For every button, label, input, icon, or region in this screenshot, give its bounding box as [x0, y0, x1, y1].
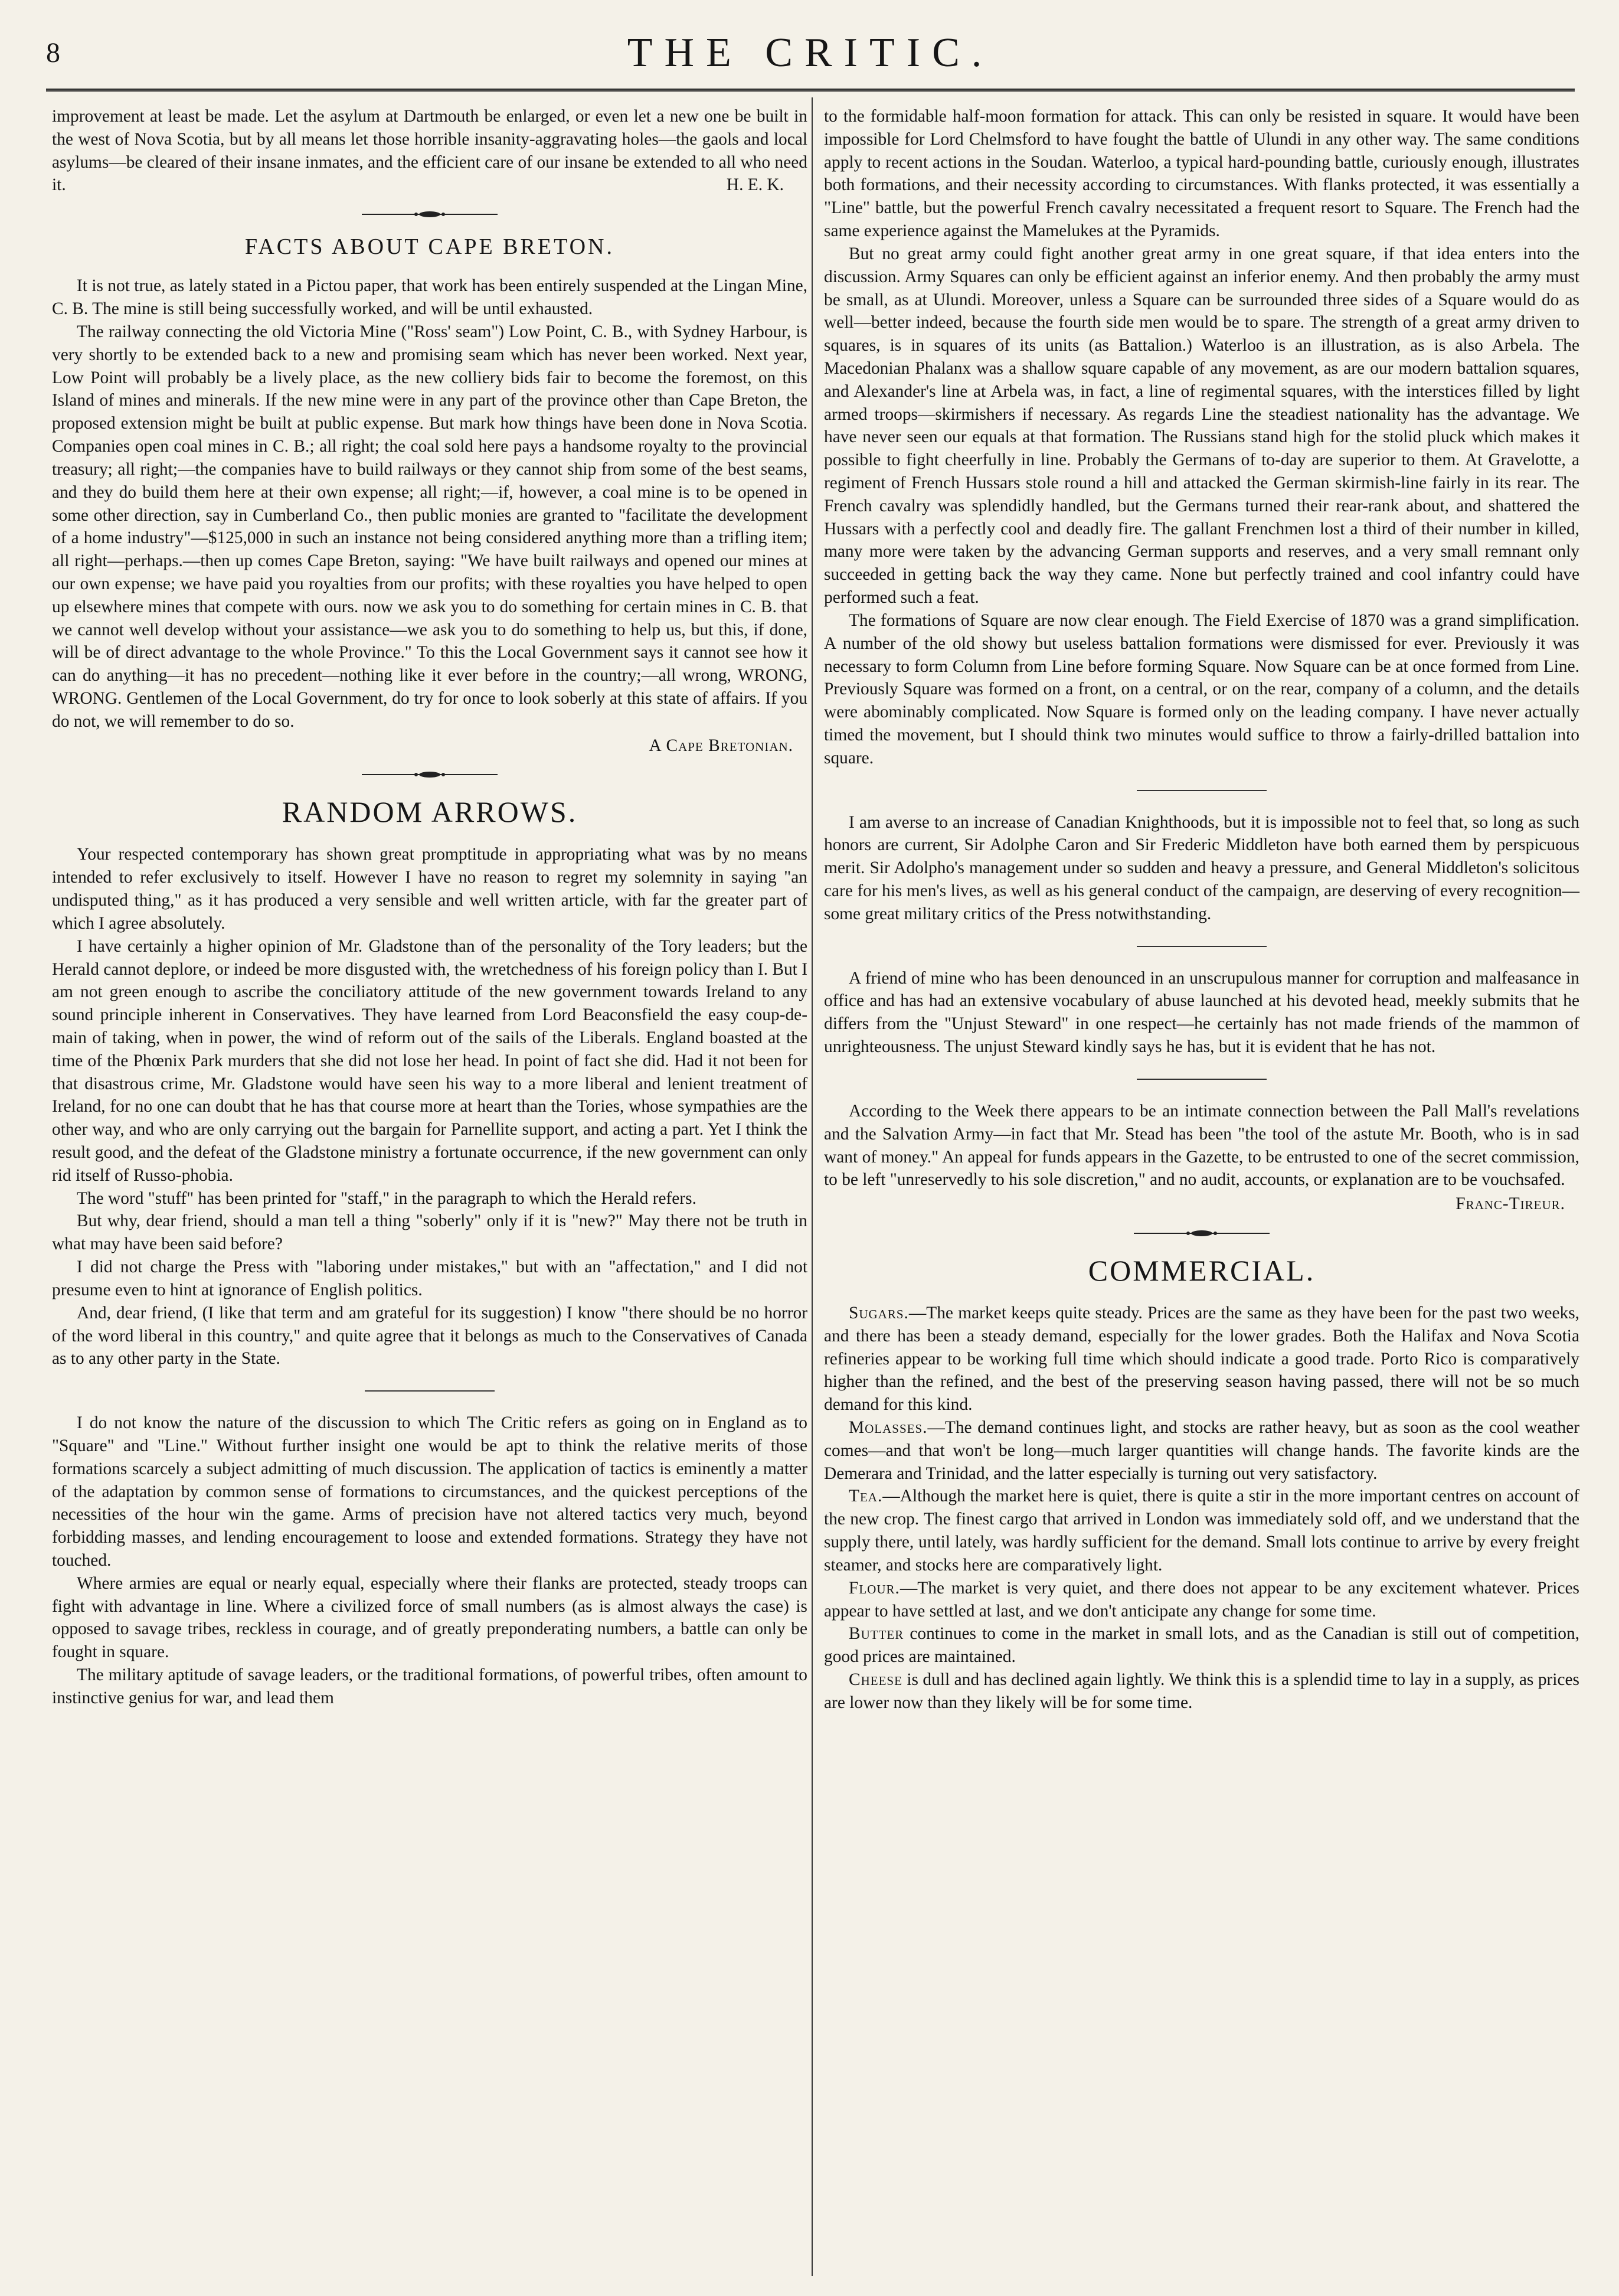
page-header — [46, 30, 1575, 89]
right-column — [824, 105, 1579, 1714]
article-signature: Franc-Tireur. — [1456, 1194, 1565, 1214]
left-column — [52, 105, 807, 1710]
article-paragraph: The railway connecting the old Victoria Mine ("Ross' seam") Low Point, C. B., with Sydney Harbour, is very shortly to be extended back to a new and promising seam which has never been worked. Next year, Low Point will probably be a lively place, as the new colliery bids fair to become the foremost, on this Island of mines and minerals. If the new mine were in any part of the province other than Cape Breton, the proposed extension might be built at public expense. But mark how things have been done in Nova Scotia. Companies open coal mines in C. B.; all right; the coal sold here pays a handsome royalty to the provincial treasury; all right;—the companies have to build railways or they cannot ship from some of the best seams, and they do build them here at their own expense; all right;—if, however, a coal mine is to be opened in some other direction, say in Cumberland Co., then public monies are granted to "facilitate the development of a home industry"—$125,000 in such an instance not being considered anything more than a trifling item; all right—perhaps.—then up comes Cape Breton, saying: "We have built railways and opened our mines at our own expense; we have paid you royalties from our profits; with these royalties you have helped to open up elsewhere mines that compete with ours. now we ask you to do something for certain mines in C. B. that we cannot well develop without your assistance—we ask you to do something to help us, but this, if done, will be of direct advantage to the whole Province." To this the Local Government says it cannot see how it can do anything—it has no precedent—nothing like it ever before in the country;—all wrong, WRONG, WRONG. Gentlemen of the Local Government, do try for once to look soberly at this state of affairs. If you do not, we will remember to do so. — [52, 322, 807, 731]
section-heading: RANDOM ARROWS. — [282, 795, 578, 829]
article-paragraph: I do not know the nature of the discussion to which The Critic refers as going on in England as to "Square" and "Line." Without further insight one would be apt to think the relative merits of those formations scarcely a subject admitting of much discussion. The application of tactics is eminently a matter of the adaptation by common sense of formations to circumstances, and the quickest perceptions of the necessities of the hour win the game. Arms of precision have not altered tactics very much, beyond forbidding masses, and lending encouragement to loose and extended formations. Strategy they have not touched. — [52, 1413, 807, 1570]
article-paragraph: It is not true, as lately stated in a Pictou paper, that work has been entirely suspended at the Lingan Mine, C. B. The mine is still being successfully worked, and will be until exhausted. — [52, 276, 807, 319]
article-paragraph: But no great army could fight another great army in one great square, if that idea enters into the discussion. Army Squares can only be efficient against an inferior enemy. And then probably the army must be small, as at Ulundi. Moreover, unless a Square can be surrounded three sides of a Square would do as well—better indeed, because the fourth side men would be to spare. The strength of a great army driven to squares, is in squares of its units (as Battalion.) Waterloo is an illustration, as is also Arbela. The Macedonian Phalanx was a shallow square capable of any movement, as are our modern battalion squares, and Alexander's line at Arbela was, in fact, a line of regimental squares, with the interstices filled by light armed troops—skirmishers if necessary. As regards Line the steadiest nationality has the advantage. We have never seen our equals at that formation. The Russians stand high for the stolid pluck which makes it possible to fight cheerfully in line. Probably the Germans of to-day are superior to them. At Gravelotte, a regiment of French Hussars stole round a hill and attacked the German skirmish-line fairly in its rear. The French cavalry was splendidly handled, but the Germans turned their rear-rank about, and shattered the Hussars with a perfectly cool and deadly fire. The gallant Frenchmen lost a third of their number in killed, many more were taken by the advancing German supports and reserves, and a very small remnant only succeeded in getting back the way they came. None but perfectly trained and cool infantry could have performed such a feat. — [824, 244, 1579, 608]
page-number: 8 — [46, 37, 60, 68]
commercial-item: Sugars.—The market keeps quite steady. Prices are the same as they have been for the past two weeks, and there has been a steady demand, especially for the lower grades. Both the Halifax and Nova Scotia refineries appear to be working full time which should indicate a good trade. Porto Rico is comparatively higher than the refined, and the best of the preserving season having passed, there will not be so much demand for this kind. — [824, 1303, 1579, 1415]
article-signature: H. E. K. — [726, 175, 784, 195]
column-divider — [812, 97, 813, 2276]
article-paragraph: But why, dear friend, should a man tell a thing "soberly" only if it is "new?" May there not be truth in what may have been said before? — [52, 1211, 807, 1254]
paragraph-separator — [1137, 1079, 1267, 1080]
paragraph-separator — [1137, 790, 1267, 791]
article-paragraph: improvement at least be made. Let the asylum at Dartmouth be enlarged, or even let a new one be built in the west of Nova Scotia, but by all means let those horrible insanity-aggravating holes—the gaols and local asylums—be cleared of their insane inmates, and the efficient care of our insane be extended to all who need it. H. E. K. — [52, 105, 807, 197]
commercial-item: Molasses.—The demand continues light, and stocks are rather heavy, but as soon as the cool weather comes—and that won't be long—much larger quantities will change hands. The favorite kinds are the Demerara and Trinidad, and the latter especially is turning out very satisfactory. — [824, 1418, 1579, 1483]
article-paragraph: The word "stuff" has been printed for "staff," in the paragraph to which the Herald refers. — [77, 1188, 696, 1208]
article-paragraph: I am averse to an increase of Canadian Knighthoods, but it is impossible not to feel that, so long as such honors are current, Sir Adolphe Caron and Sir Frederic Middleton have both earned them by perspicuous merit. Sir Adolpho's management under so sudden and heavy a pressure, and General Middleton's solicitous care for his men's lives, as well as his general conduct of the campaign, are deserving of every recognition—some great military critics of the Press notwithstanding. — [824, 812, 1579, 923]
article-paragraph: to the formidable half-moon formation for attack. This can only be resisted in square. It would have been impossible for Lord Chelmsford to have fought the battle of Ulundi in any other way. The same conditions apply to recent actions in the Soudan. Waterloo, a typical hard-pounding battle, curiously enough, illustrates both formations, and their necessity according to circumstances. With flanks protected, it was essentially a "Line" battle, but the powerful French cavalry necessitated a frequent resort to Square. The French had the same experience against the Mamelukes at the Pyramids. — [824, 107, 1579, 241]
commercial-item: Cheese is dull and has declined again lightly. We think this is a splendid time to lay in a supply, as prices are lower now than they likely will be for some time. — [824, 1670, 1579, 1712]
ornament-divider — [52, 210, 807, 219]
article-paragraph: A friend of mine who has been denounced in an unscrupulous manner for corruption and malfeasance in office and has had an extensive vocabulary of abuse launched at his devoted head, meekly submits that he differs from the "Unjust Steward" in one respect—he certainly has not made friends of the mammon of unrighteousness. The unjust Steward kindly says he has, but it is evident that he has not. — [824, 968, 1579, 1057]
ornament-divider — [52, 770, 807, 779]
commercial-item: Flour.—The market is very quiet, and there does not appear to be any excitement whatever. Prices appear to have settled at last, and we don't anticipate any change for some time. — [824, 1578, 1579, 1621]
article-signature: A Cape Bretonian. — [649, 736, 793, 755]
article-paragraph: I have certainly a higher opinion of Mr. Gladstone than of the personality of the Tory leaders; but the Herald cannot deplore, or indeed be more disgusted with, the wretchedness of his foreign policy than I. But I am not green enough to ascribe the conciliatory attitude of the new government towards Ireland to any sound principle inherent in Conservatives. They have learned from Lord Beaconsfield the easy coup-de-main of taking, when in power, the wind of reform out of the sails of the Liberals. England boasted at the time of the Phœnix Park murders that she did not lose her head. In point of fact she did. Had it not been for that disastrous crime, Mr. Gladstone would have seen his way to a more liberal and lenient treatment of Ireland, for no one can doubt that he has that course more at heart than the Tories, whose sympathies are the other way, and who are only carrying out the bargain for Parnellite support, and acting a part. Yet I think the result good, and the defeat of the Gladstone ministry a fortunate occurrence, if the new government can only rid itself of Russo-phobia. — [52, 936, 807, 1185]
masthead-title: THE CRITIC. — [627, 30, 994, 76]
article-paragraph: The formations of Square are now clear enough. The Field Exercise of 1870 was a grand simplification. A number of the old showy but useless battalion formations were dismissed for ever. Previously it was necessary to form Column from Line before forming Square. Now Square can be at once formed from Line. Previously Square was formed on a front, on a central, or on the rear, company of a column, and the details were abominably complicated. Now Square is formed only on the leading company. I have never actually timed the movement, but I should think two minutes would suffice to throw a fairly-drilled battalion into square. — [824, 610, 1579, 767]
section-heading: COMMERCIAL. — [1088, 1253, 1316, 1287]
paragraph-separator — [365, 1390, 495, 1392]
article-paragraph: And, dear friend, (I like that term and am grateful for its suggestion) I know "there should be no horror of the word liberal in this country," and quite agree that it belongs as much to the Conservatives of Canada as to any other party in the State. — [52, 1303, 807, 1369]
ornament-divider — [824, 1229, 1579, 1238]
article-paragraph: I did not charge the Press with "laboring under mistakes," but with an "affectation," and I did not presume even to hint at ignorance of English politics. — [52, 1258, 807, 1299]
commercial-item: Butter continues to come in the market in small lots, and as the Canadian is still out of competition, good prices are maintained. — [824, 1624, 1579, 1667]
section-heading: FACTS ABOUT CAPE BRETON. — [245, 234, 614, 260]
header-rule — [46, 89, 1575, 92]
article-paragraph: The military aptitude of savage leaders, or the traditional formations, of powerful tribes, often amount to instinctive genius for war, and lead them — [52, 1665, 807, 1707]
paragraph-separator — [1137, 946, 1267, 947]
article-paragraph: Your respected contemporary has shown great promptitude in appropriating what was by no means intended to refer exclusively to itself. However I have no reason to regret my solemnity in saying "an undisputed thing," as it has produced a very sensible and well written article, with far the greater part of which I agree absolutely. — [52, 845, 807, 933]
article-paragraph: Where armies are equal or nearly equal, especially where their flanks are protected, steady troops can fight with advantage in line. Where a civilized force of small numbers (as is almost always the case) is opposed to savage tribes, reckless in courage, and of greatly preponderating numbers, a battle can only be fought in square. — [52, 1573, 807, 1662]
commercial-item: Tea.—Although the market here is quiet, there is quite a stir in the more important centres on account of the new crop. The finest cargo that arrived in London was immediately sold off, and we understand that the supply there, until lately, was hardly sufficient for the demand. Small lots continue to arrive by every freight steamer, and stocks here are comparatively light. — [824, 1487, 1579, 1575]
article-paragraph: According to the Week there appears to be an intimate connection between the Pall Mall's revelations and the Salvation Army—in fact that Mr. Stead has been "the tool of the astute Mr. Booth, who is in sad want of money." An appeal for funds appears in the Gazette, to be entrusted to one of the secret commission, to be left "unreservedly to his sole discretion," and no audit, accounts, or explanation are to be vouchsafed. — [824, 1101, 1579, 1190]
